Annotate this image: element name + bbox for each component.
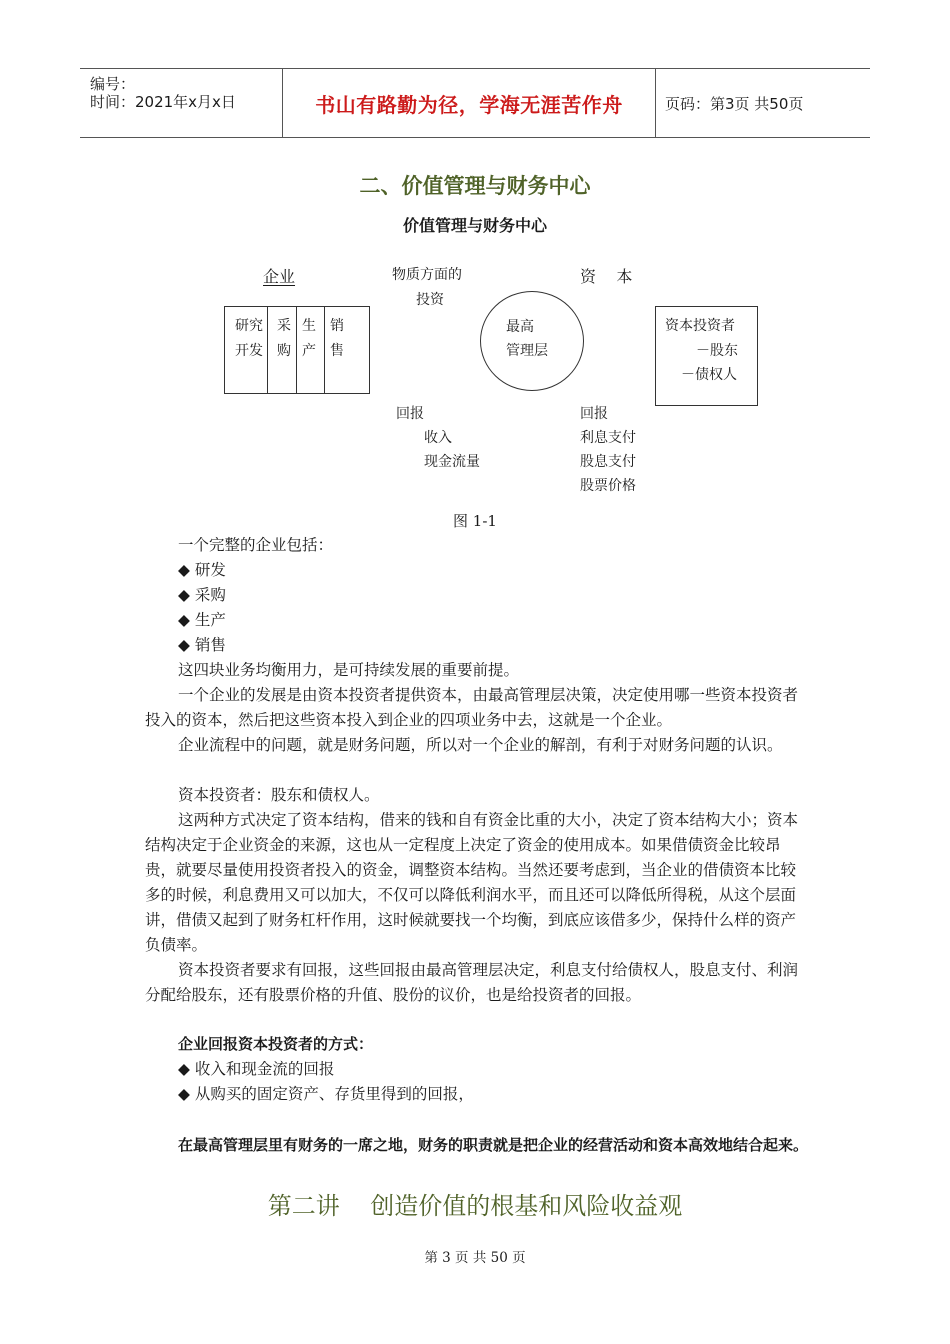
header-right-cell — [655, 69, 870, 137]
department-purchase-line2: 购 — [277, 343, 291, 359]
header-center-cell — [282, 69, 656, 137]
department-production-line1: 生 — [302, 318, 316, 334]
header-motto: 书山有路勤为径，学海无涯苦作舟 — [315, 92, 623, 117]
figure-title: 价值管理与财务中心 — [402, 216, 547, 235]
paragraph: 一个企业的发展是由资本投资者提供资本，由最高管理层决策，决定使用哪一些资本投资者投入的资本，然后把这些资本投入到企业的四项业务中去，这就是一个企业。 — [145, 686, 799, 729]
header-page-info: 页码：第3页 共50页 — [665, 94, 804, 113]
enterprise-label: 企业 — [263, 267, 296, 286]
list-item: ◆ 生产 — [178, 611, 226, 629]
list-item: ◆ 采购 — [178, 586, 226, 604]
paragraph: 企业流程中的问题，就是财务问题，所以对一个企业的解剖，有利于对财务问题的认识。 — [178, 736, 783, 754]
left-return-income: 收入 — [424, 430, 452, 446]
investor-creditor: －债权人 — [681, 367, 737, 383]
page-header — [80, 68, 870, 138]
top-management-line2: 管理层 — [506, 343, 548, 359]
paragraph: 这四块业务均衡用力，是可持续发展的重要前提。 — [178, 661, 520, 679]
conclusion-paragraph: 在最高管理层里有财务的一席之地，财务的职责就是把企业的经营活动和资本高效地结合起来。 — [178, 1136, 809, 1154]
left-return-cashflow: 现金流量 — [424, 454, 480, 470]
paragraph: 资本投资者要求有回报，这些回报由最高管理层决定，利息支付给债权人，股息支付、利润分配给股东，还有股票价格的升值、股份的议价，也是给投资者的回报。 — [145, 961, 799, 1004]
physical-investment-label-line1: 物质方面的 — [392, 267, 462, 283]
divider — [267, 306, 268, 394]
department-rnd-line2: 开发 — [235, 343, 263, 359]
right-return-interest: 利息支付 — [580, 430, 636, 446]
lecture-title: 第二讲 创造价值的根基和风险收益观 — [267, 1192, 683, 1220]
document-date-label: 时间：2021年x月x日 — [90, 93, 236, 111]
paragraph: 资本投资者：股东和债权人。 — [178, 786, 380, 804]
department-sales-line2: 售 — [330, 343, 344, 359]
return-methods-heading: 企业回报资本投资者的方式： — [178, 1035, 374, 1053]
investor-title: 资本投资者 — [665, 318, 735, 334]
physical-investment-label-line2: 投资 — [416, 292, 444, 308]
intro-paragraph: 一个完整的企业包括： — [178, 536, 334, 554]
page-footer: 第 3 页 共 50 页 — [424, 1250, 526, 1266]
right-return-dividend: 股息支付 — [580, 454, 636, 470]
list-item: ◆ 收入和现金流的回报 — [178, 1060, 335, 1078]
department-production-line2: 产 — [302, 343, 316, 359]
right-return-label: 回报 — [580, 406, 608, 422]
document-number-label: 编号： — [90, 75, 136, 93]
right-return-stock-price: 股票价格 — [580, 478, 636, 494]
department-rnd-line1: 研究 — [235, 318, 263, 334]
list-item: ◆ 销售 — [178, 636, 226, 654]
left-return-label: 回报 — [396, 406, 424, 422]
header-left-cell — [80, 69, 282, 137]
department-purchase-line1: 采 — [277, 318, 291, 334]
list-item: ◆ 研发 — [178, 561, 226, 579]
divider — [324, 306, 325, 394]
capital-label: 资 本 — [580, 267, 633, 286]
investor-shareholder: －股东 — [696, 343, 738, 359]
list-item: ◆ 从购买的固定资产、存货里得到的回报， — [178, 1085, 474, 1103]
department-sales-line1: 销 — [330, 318, 344, 334]
figure-caption: 图 1-1 — [453, 512, 497, 530]
paragraph: 这两种方式决定了资本结构，借来的钱和自有资金比重的大小，决定了资本结构大小；资本结构决定于企业资金的来源，这也从一定程度上决定了资金的使用成本。如果借债资金比较昂贵，就要尽量使用投资者投入的资金，调整资本结构。当然还要考虑到，当企业的借债资本比较多的时候，利息费用又可以加大，不仅可以降低利润水平，而且还可以降低所得税，从这个层面讲，借债又起到了财务杠杆作用，这时候就要找一个均衡，到底应该借多少，保持什么样的资产负债率。 — [145, 811, 799, 954]
divider — [296, 306, 297, 394]
top-management-line1: 最高 — [506, 319, 534, 335]
section-title: 二、价值管理与财务中心 — [359, 174, 591, 198]
